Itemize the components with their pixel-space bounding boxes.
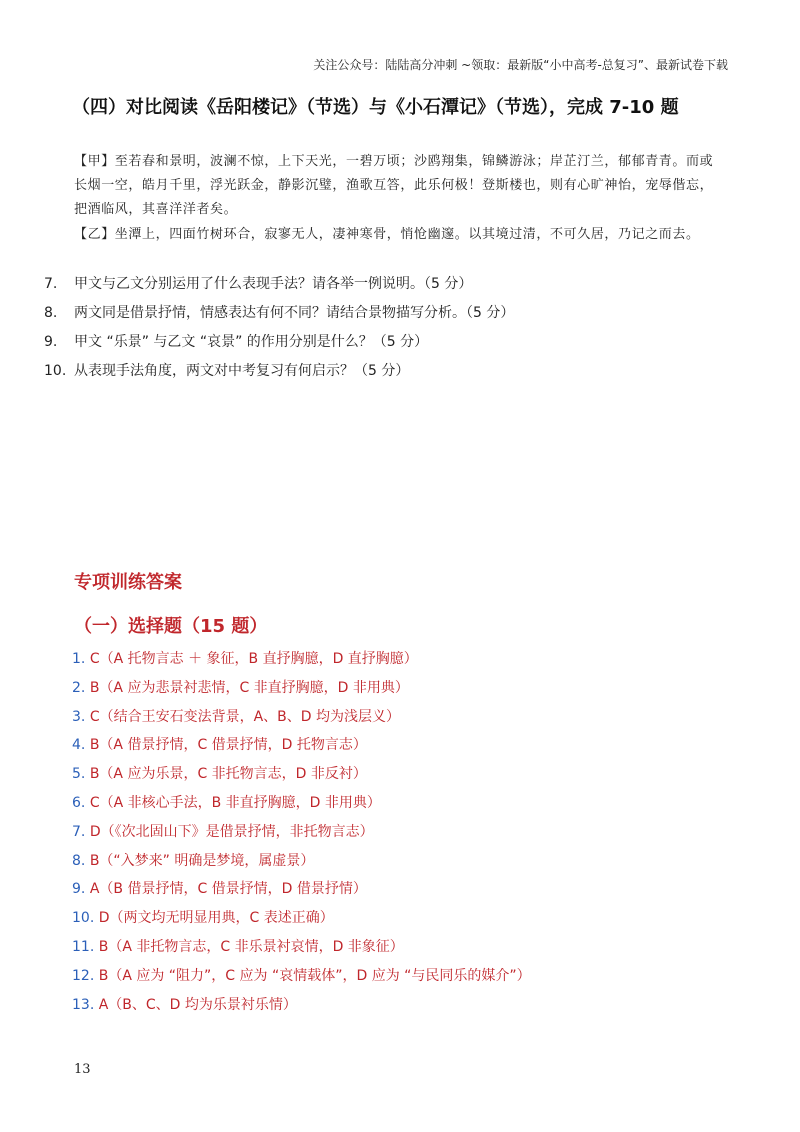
answer-text: D（《次北固山下》是借景抒情，非托物言志） (89, 823, 374, 840)
question-text: 甲文 “乐景” 与乙文 “哀景” 的作用分别是什么？（5 分） (74, 334, 429, 350)
answer-number: 12. (72, 967, 95, 984)
header-note: 关注公众号：陆陆高分冲刺 ~领取：最新版“小中高考-总复习”、最新试卷下载 (313, 58, 728, 72)
page-number: 13 (74, 1062, 91, 1077)
answer-text: B（A 非托物言志，C 非乐景衬哀情，D 非象征） (98, 938, 404, 955)
answer-number: 2. (72, 679, 86, 696)
answer-number: 1. (72, 651, 86, 667)
answer-item (72, 875, 762, 904)
answer-number: 8. (72, 852, 86, 869)
answer-number: 4. (72, 737, 86, 754)
answer-text: D（两文均无明显用典，C 表述正确） (98, 910, 334, 927)
answer-item (72, 760, 762, 789)
answer-text: A（B 借景抒情，C 借景抒情，D 借景抒情） (89, 881, 367, 898)
answer-item (72, 933, 762, 962)
answer-item (72, 674, 762, 703)
answer-item (72, 847, 762, 876)
answer-number: 7. (72, 823, 86, 840)
answer-number: 6. (72, 794, 86, 811)
question-number: 9. (44, 334, 58, 350)
answer-number: 9. (72, 881, 86, 898)
answer-number: 11. (72, 938, 95, 955)
passage-yi: 【乙】坐潭上，四面竹树环合，寂寥无人，凄神寒骨，悄怆幽邃。以其境过清，不可久居，乃记之而去。 (74, 227, 700, 242)
answer-text: C（A 非核心手法，B 非直抒胸臆，D 非用典） (89, 794, 381, 811)
answer-item (72, 962, 762, 991)
question-item (44, 270, 734, 299)
question-number: 8. (44, 305, 58, 321)
question-list (44, 270, 734, 386)
answer-item (72, 818, 762, 847)
answer-item (72, 991, 762, 1020)
answer-number: 5. (72, 766, 86, 783)
answer-number: 10. (72, 910, 95, 927)
answer-number: 3. (72, 708, 86, 725)
answer-text: C（结合王安石变法背景，A、B、D 均为浅层义） (89, 708, 400, 725)
answer-item (72, 904, 762, 933)
question-text: 两文同是借景抒情，情感表达有何不同？请结合景物描写分析。（5 分） (74, 305, 515, 321)
answer-text: B（“入梦来” 明确是梦境，属虚景） (89, 852, 315, 869)
answer-item (72, 703, 762, 732)
answer-text: C（A 托物言志 ＋ 象征，B 直抒胸臆，D 直抒胸臆） (89, 651, 418, 667)
answer-text: B（A 应为悲景衬悲情，C 非直抒胸臆，D 非用典） (89, 679, 409, 696)
question-item (44, 357, 734, 386)
section-title: （四）对比阅读《岳阳楼记》（节选）与《小石潭记》（节选），完成 7-10 题 (72, 97, 679, 118)
question-item (44, 328, 734, 357)
answer-text: B（A 借景抒情，C 借景抒情，D 托物言志） (89, 737, 367, 754)
question-number: 10. (44, 363, 67, 379)
answer-list (72, 645, 762, 1019)
question-text: 从表现手法角度，两文对中考复习有何启示？（5 分） (74, 363, 410, 379)
answer-text: B（A 应为 “阻力”，C 应为 “哀情载体”，D 应为 “与民同乐的媒介”） (98, 967, 531, 984)
answer-text: A（B、C、D 均为乐景衬乐情） (98, 996, 297, 1013)
answer-number: 13. (72, 996, 95, 1013)
answers-title: 专项训练答案 (74, 572, 182, 593)
question-text: 甲文与乙文分别运用了什么表现手法？请各举一例说明。（5 分） (74, 276, 473, 292)
answer-text: B（A 应为乐景，C 非托物言志，D 非反衬） (89, 766, 367, 783)
answer-item (72, 789, 762, 818)
question-number: 7. (44, 276, 58, 292)
answer-item (72, 645, 762, 674)
answer-item (72, 731, 762, 760)
passage-jia: 【甲】至若春和景明，波澜不惊，上下天光，一碧万顷；沙鸥翔集，锦鳞游泳；岸芷汀兰，郁郁青青。而或长烟一空，皓月千里，浮光跃金，静影沉璧，渔歌互答，此乐何极！登斯楼也，则有心旷神怡，宠辱偕忘，把酒临风，其喜洋洋者矣。 (74, 154, 714, 217)
answers-subtitle: （一）选择题（15 题） (74, 616, 268, 637)
question-item (44, 299, 734, 328)
